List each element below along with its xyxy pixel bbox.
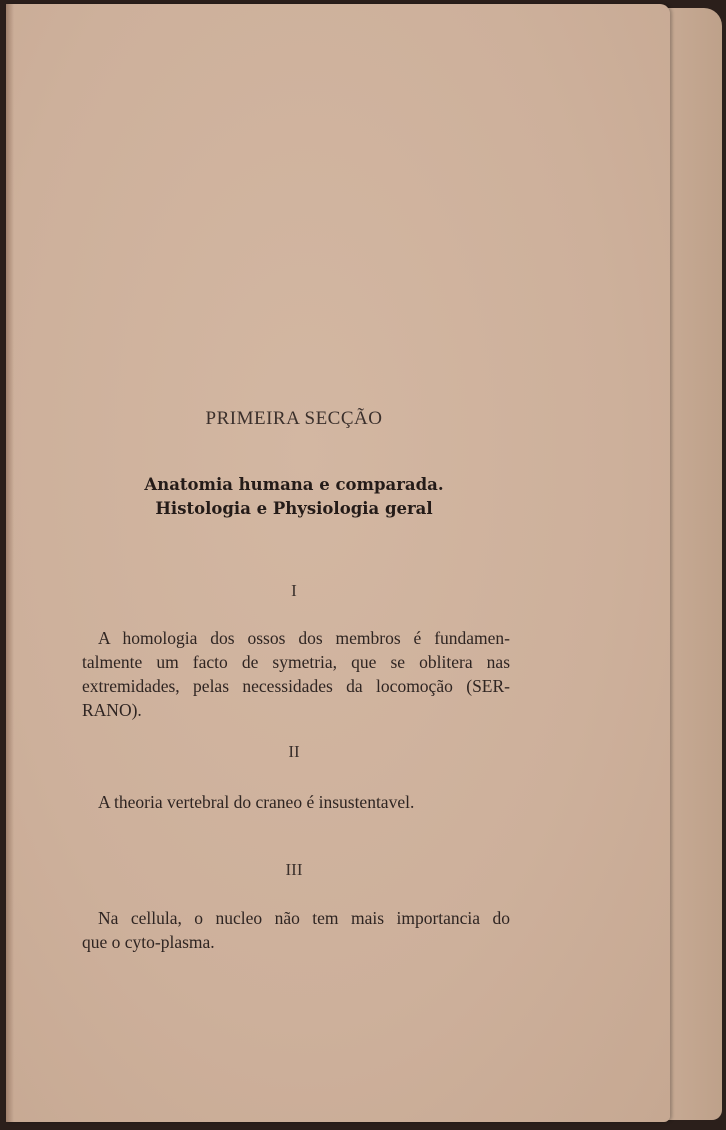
proposition-1-line-1: A homologia dos ossos dos membros é fundamen- [98, 628, 510, 648]
section-title: PRIMEIRA SECÇÃO [205, 408, 383, 429]
proposition-1-line-2: talmente um facto de symetria, que se oblitera nas [82, 652, 510, 672]
proposition-1-line-3-text: extremidades, pelas necessidades da locomoção ( [82, 676, 473, 696]
proposition-1-line-4-end: ). [131, 700, 142, 720]
author-name-part-2: RANO [82, 700, 132, 720]
proposition-numeral-1: I [291, 581, 297, 600]
proposition-numeral-2: II [288, 742, 300, 761]
proposition-2-line-1: A theoria vertebral do craneo é insustentavel. [98, 792, 415, 812]
book-page [6, 4, 670, 1122]
proposition-numeral-3: III [285, 860, 303, 879]
proposition-3-line-1: Na cellula, o nucleo não tem mais importancia do [98, 908, 510, 928]
proposition-3-line-2: que o cyto-plasma. [82, 932, 215, 952]
proposition-1-line-3 [82, 674, 510, 698]
section-heading-line-2: Histologia e Physiologia geral [155, 499, 433, 518]
section-heading-line-1: Anatomia humana e comparada. [144, 475, 444, 494]
author-name-part-1: SER- [472, 676, 510, 696]
proposition-text-3 [82, 906, 510, 954]
proposition-text-1 [82, 626, 510, 722]
page-binding-shadow [6, 4, 14, 1122]
proposition-1-line-4 [82, 698, 510, 722]
proposition-text-2 [82, 790, 510, 814]
